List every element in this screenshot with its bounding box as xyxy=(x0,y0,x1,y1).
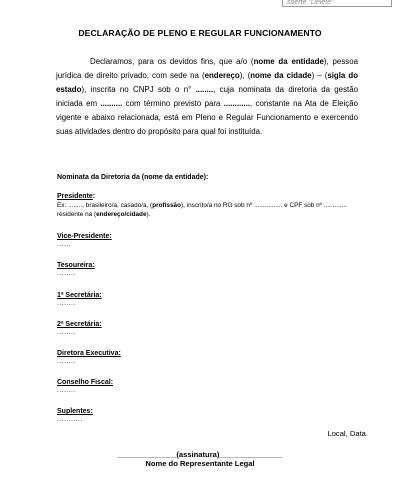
role-dots: ........ xyxy=(57,270,76,277)
entity-name-placeholder: nome da entidade xyxy=(253,57,324,66)
signer-name: Nome do Representante Legal xyxy=(145,459,255,468)
role-dots: ........ xyxy=(57,358,76,365)
document-title: DECLARAÇÃO DE PLENO E REGULAR FUNCIONAMENTO xyxy=(78,28,322,38)
declaration-paragraph: Declaramos, para os devidos fins, que a/o (nome da entidade), pessoa jurídica de direito privado, com sede na (endereço), (nome da cidade) – (sigla do estado), inscrita no CNPJ sob o n° ........, cuja nominata da diretoria da gestão iniciada em .......... com término previsto para ............, constante na Ata de Eleição vigente e abaixo relacionada, está em Pleno e Regular Funcionamento e exercendo suas atividades dentro do propósito para qual foi instituída. xyxy=(56,57,359,136)
signature-block xyxy=(0,450,400,468)
role-dots: ...... xyxy=(57,241,71,248)
end-date-placeholder: ............ xyxy=(223,98,251,108)
role-vice-president: Vice-Presidente: ...... xyxy=(57,233,112,248)
role-second-secretary: 2ª Secretária: ........ xyxy=(57,321,102,336)
role-label: Presidente xyxy=(57,193,93,200)
role-dots: ........ xyxy=(57,387,76,394)
board-list-heading: Nominata da Diretoria da (nome da entidade): xyxy=(57,174,209,181)
role-dots: ........ xyxy=(57,300,76,307)
search-input[interactable]: soerte "Delete" xyxy=(282,0,392,7)
role-treasurer: Tesoureira: ........ xyxy=(57,262,95,277)
role-president: Presidente: Ex: ........, brasileiro/a, casado/a, (profissão), inscrito/a no RG sob nº ................ e CPF sob nº ............. residente na (endereço/cidade). xyxy=(57,192,357,219)
role-dots: ........... xyxy=(57,416,83,423)
role-executive-director: Diretora Executiva: ........ xyxy=(57,350,121,365)
cnpj-placeholder: ........ xyxy=(195,84,214,94)
signature-line: ______________(assinatura)_______________ xyxy=(117,450,283,459)
president-details: Ex: ........, brasileiro/a, casado/a, (profissão), inscrito/a no RG sob nº ................ e CPF sob nº ............. residente na (endereço/cidade). xyxy=(57,202,347,218)
city-placeholder: nome da cidade xyxy=(250,70,312,80)
address-placeholder: endereço xyxy=(204,70,240,80)
role-alternates: Suplentes: ........... xyxy=(57,408,93,423)
start-date-placeholder: .......... xyxy=(100,98,123,108)
place-and-date: Local, Data. xyxy=(327,429,368,438)
role-dots: ........ xyxy=(57,329,76,336)
role-first-secretary: 1ª Secretária: ........ xyxy=(57,292,102,307)
state-placeholder: sigla do estado xyxy=(56,70,359,94)
role-fiscal-council: Conselho Fiscal: ........ xyxy=(57,379,114,394)
